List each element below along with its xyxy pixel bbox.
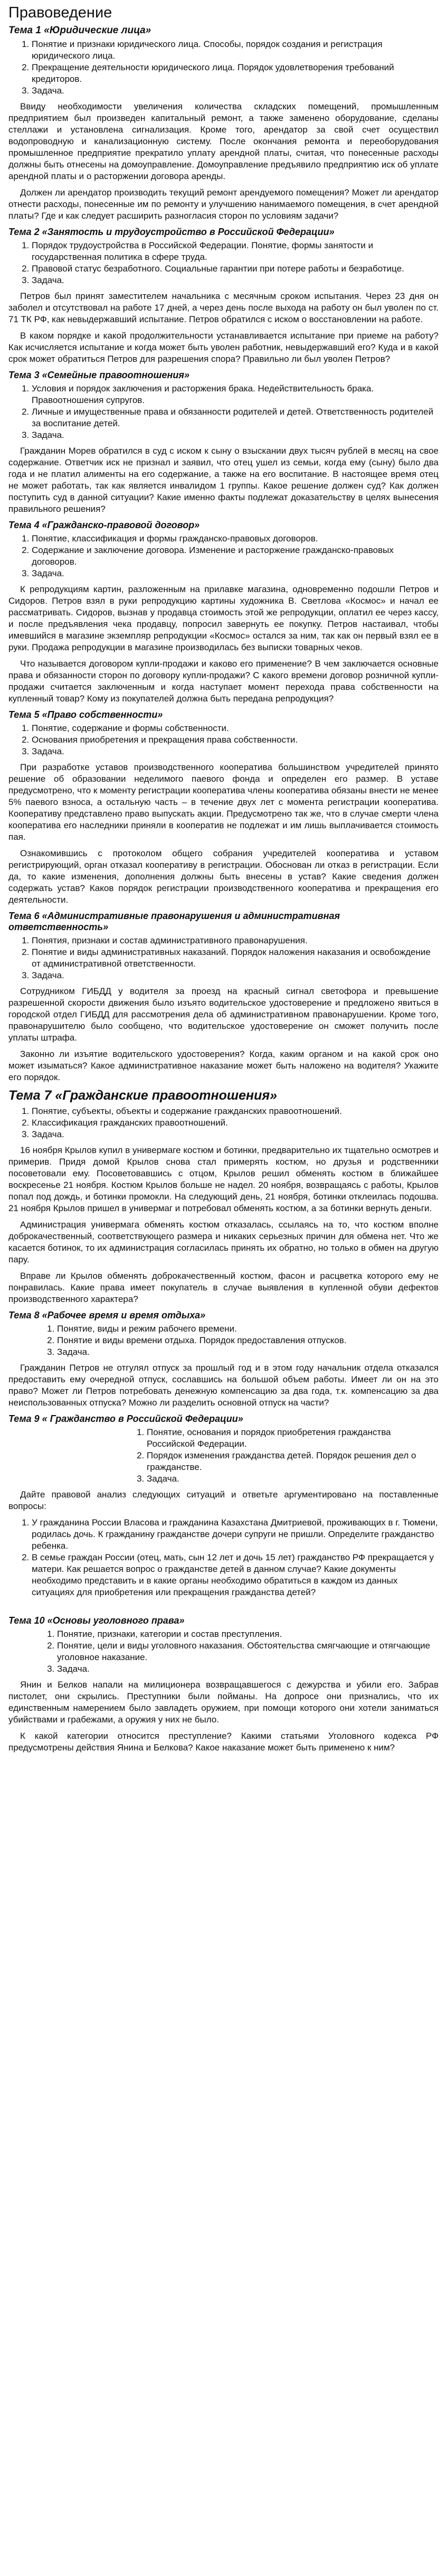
list-item: 3. Задача. <box>32 568 439 579</box>
topic-questions <box>8 39 439 97</box>
task-question: Что называется договором купли-продажи и каково его применение? В чем заключается основные права и обязанности сторон по договору купли-продажи? С какого времени договор розничной купли-продажи считается заключенным и когда наступает момент перехода права собственности на купленный товар? Кому из покупателей должна быть передана репродукция? <box>8 659 439 704</box>
task-paragraph: Дайте правовой анализ следующих ситуаций и ответьте аргументировано на поставленные вопросы: <box>8 1490 439 1511</box>
list-item: 1. У гражданина России Власова и гражданина Казахстана Дмитриевой, проживающих в г. Тюмени, родилась дочь. К гражданину гражданстве дочери супруги не пришли. Определите гражданство ребенка. <box>32 1517 439 1552</box>
list-item: 3. Задача. <box>57 1663 439 1675</box>
task-paragraph: При разработке уставов производственного кооператива большинством учредителей принято решение об образовании неделимого паевого фонда и определен его размер. В уставе предусмотрено, что к моменту регистрации кооператива члены кооператива обязаны внести не менее 5% паевого взноса, а остальную часть – в течение двух лет с момента регистрации кооператива. Кооперативу представлено право выпускать акции. Предусмотрено так же, что в случае смерти члена кооператива его наследники приняли в кооператив не подлежат и им лишь выплачивается стоимость пая. <box>8 762 439 842</box>
list-item: 2. Понятие, цели и виды уголовного наказания. Обстоятельства смягчающие и отягчающие уголовное наказание. <box>57 1640 439 1663</box>
topic-title: Тема 9 « Гражданство в Российской Федерации» <box>8 1413 243 1424</box>
list-item: 2. Понятие и виды времени отдыха. Порядок предоставления отпусков. <box>57 1335 439 1346</box>
list-item: 1. Понятие и признаки юридического лица. Способы, порядок создания и регистрация юридического лица. <box>32 39 439 62</box>
task-paragraph: Администрация универмага обменять костюм отказалась, ссылаясь на то, что костюм вполне доброкачественный, соответствующего размера и никаких серьезных причин для обмена нет. Что же касается ботинок, то их администрация согласилась принять их обратно, но только в обмен на другую пару. <box>8 1220 439 1264</box>
task-question: Законно ли изъятие водительского удостоверения? Когда, каким органом и на какой срок оно может изыматься? Какое административное наказание может быть наложено на водителя? Укажите его порядок. <box>8 1049 439 1082</box>
topic-questions <box>8 1628 439 1675</box>
topic-5 <box>8 709 439 906</box>
topic-questions <box>8 1323 439 1358</box>
topic-questions <box>8 240 439 286</box>
list-item: 1. Понятие, основания и порядок приобретения гражданства Российской Федерации. <box>147 1427 439 1450</box>
topic-4 <box>8 520 439 705</box>
page-title: Правоведение <box>8 4 112 21</box>
topic-questions <box>8 1106 439 1140</box>
topic-questions <box>8 1427 439 1485</box>
list-item: 1. Понятие, содержание и формы собственности. <box>32 723 439 734</box>
topic-9 <box>8 1413 439 1598</box>
task-paragraph: Ввиду необходимости увеличения количества складских помещений, промышленным предприятием был произведен капитальный ремонт, а также заменено оборудование, сделаны стеллажи и установлена сигнализация. Кроме того, арендатор за свой счет осуществил водопроводную и канализационную систему. После окончания ремонта и переоборудования промышленное предприятие прекратило уплату арендной платы, считая, что понесенные расходы должны быть отнесены на домоуправление. Домоуправление предъявило предприятию иск об уплате арендной платы и о расторжении договора аренды. <box>8 101 439 181</box>
topic-title: Тема 6 «Административные правонарушения и административная ответственность» <box>8 911 340 932</box>
topic-title: Тема 7 «Гражданские правоотношения» <box>8 1088 277 1103</box>
list-item: 3. Задача. <box>32 429 439 441</box>
task-question: В каком порядке и какой продолжительности устанавливается испытание при приеме на работу? Как исчисляется испытание и когда может быть уволен работник, невыдержавший его? Куда и в какой срок может обратиться Петров для разрешения спора? Правильно ли был уволен Петров? <box>8 331 439 364</box>
list-item: 1. Понятие, субъекты, объекты и содержание гражданских правоотношений. <box>32 1106 439 1117</box>
task-question: Должен ли арендатор производить текущий ремонт арендуемого помещения? Может ли арендатор отнести расходы, понесенные им по ремонту и улучшению нанимаемого помещения, в счет арендной платы? Где и как следует расширить разногласия сторон по условиям задачи? <box>8 188 439 221</box>
list-item: 3. Задача. <box>32 275 439 286</box>
topic-6 <box>8 911 439 1083</box>
task-paragraph: Янин и Белков напали на милиционера возвращавшегося с дежурства и убили его. Забрав пистолет, они скрылись. Преступники были пойманы. На допросе они признались, что их единственным намерением было завладеть оружием, при помощи которого они хотели заниматься убийствами и грабежами, а оружия у них не было. <box>8 1680 439 1725</box>
spacer <box>8 1603 439 1612</box>
task-paragraph: Сотрудником ГИБДД у водителя за проезд на красный сигнал светофора и превышение разрешенной скорости движения было изъято водительское удостоверение и предложено явиться в городской отдел ГИБДД для рассмотрения дела об административном правонарушении. Кроме того, правонарушителю было сообщено, что водительское удостоверение он сможет получить после уплаты штрафа. <box>8 986 439 1043</box>
task-paragraph: 16 ноября Крылов купил в универмаге костюм и ботинки, предварительно их тщательно осмотрев и примерив. Придя домой Крылов снова стал примерять костюм, но друзья и родственники посоветовали ему. Посоветовавшись с отцом, Крылов решил обменять костюм в ближайшее воскресенье 21 ноября. Костюм Крылов больше не надел. 20 ноября, возвращаясь с работы, Крылов попал под дождь, и ботинки промокли. На следующий день, 21 ноября, ботинки отклеилась подошва. 21 ноября Крылов пришел в универмаг и потребовал обменять костюм, а за ботинки вернуть деньги. <box>8 1145 439 1213</box>
topic-questions <box>8 723 439 757</box>
task-paragraph: Гражданин Петров не отгулял отпуск за прошлый год и в этом году начальник отдела отказался предоставить ему очередной отпуск, сославшись на большой объем работы. Имеет ли он на это право? Может ли Петров потребовать денежную компенсацию за два года, т.к. компенсацию за два неиспользованных отпуска? Можно ли разделить основной отпуск на части? <box>8 1363 439 1408</box>
list-item: 1. Порядок трудоустройства в Российской Федерации. Понятие, формы занятости и государственная политика в сфере труда. <box>32 240 439 263</box>
list-item: 2. Основания приобретения и прекращения права собственности. <box>32 734 439 746</box>
list-item: 3. Задача. <box>147 1473 439 1485</box>
list-item: 3. Задача. <box>32 85 439 97</box>
list-item: 1. Условия и порядок заключения и расторжения брака. Недействительность брака. Правоотношения супругов. <box>32 383 439 406</box>
task-question: Вправе ли Крылов обменять доброкачественный костюм, фасон и расцветка которого ему не понравилась. Какие права имеет покупатель в случае выявления в купленной обуви дефектов производственного характера? <box>8 1271 439 1304</box>
topic-10 <box>8 1615 439 1754</box>
list-item: 3. Задача. <box>32 1129 439 1140</box>
list-item: 3. Задача. <box>57 1346 439 1358</box>
list-item: 2. Личные и имущественные права и обязанности родителей и детей. Ответственность родителей за воспитание детей. <box>32 406 439 429</box>
topic-title: Тема 3 «Семейные правоотношения» <box>8 370 190 380</box>
task-paragraph: Петров был принят заместителем начальника с месячным сроком испытания. Через 23 дня он заболел и отсутствовал на работе 17 дней, а через день после выхода на работу он был уволен по ст. 71 ТК РФ, как невыдержавший испытание. Петров обратился с иском о восстановлении на работе. <box>8 291 439 324</box>
task-question: Ознакомившись с протоколом общего собрания учредителей кооператива и уставом регистрирующий, орган отказал кооперативу в регистрации. Обоснован ли отказ в регистрации. Если да, то какие изменения, дополнения должны быть внесены в устав? Какие сведения должен содержать устав? Каков порядок регистрации производственного кооператива и прекращения его деятельности. <box>8 848 439 905</box>
list-item: 3. Задача. <box>32 746 439 757</box>
topic-7 <box>8 1088 439 1305</box>
topic-title: Тема 4 «Гражданско-правовой договор» <box>8 520 200 530</box>
list-item: 3. Задача. <box>32 970 439 981</box>
topic-title: Тема 1 «Юридические лица» <box>8 25 151 36</box>
list-item: 1. Понятие, классификация и формы гражданско-правовых договоров. <box>32 533 439 545</box>
list-item: 2. Порядок изменения гражданства детей. Порядок решения дел о гражданстве. <box>147 1450 439 1473</box>
list-item: 2. Прекращение деятельности юридического лица. Порядок удовлетворения требований кредиторов. <box>32 62 439 85</box>
topic-questions <box>8 533 439 579</box>
topic-1 <box>8 25 439 222</box>
task-situations <box>8 1517 439 1598</box>
list-item: 2. Содержание и заключение договора. Изменение и расторжение гражданско-правовых договоров. <box>32 545 439 568</box>
topic-2 <box>8 227 439 365</box>
list-item: 1. Понятие, признаки, категории и состав преступления. <box>57 1628 439 1640</box>
list-item: 1. Понятия, признаки и состав административного правонарушения. <box>32 935 439 947</box>
topic-8 <box>8 1310 439 1409</box>
topic-title: Тема 10 «Основы уголовного права» <box>8 1615 185 1626</box>
list-item: 2. В семье граждан России (отец, мать, сын 12 лет и дочь 15 лет) гражданство РФ прекращается у матери. Как решается вопрос о гражданстве детей в данном случае? Какие документы необходимо представить и в какие органы необходимо обратиться в каждом из данных ситуациях для приобретения или прекращения гражданства детей? <box>32 1552 439 1598</box>
task-paragraph: К репродукциям картин, разложенным на прилавке магазина, одновременно подошли Петров и Сидоров. Петров взял в руки репродукцию картины художника В. Светлова «Космос» и начал ее рассматривать. Сидоров, вызнав у продавца стоимость этой же репродукции, оплатил ее через кассу, и после предъявления чека продавцу, попросил завернуть ее покупку. Петров настаивал, чтобы имевшийся в магазине экземпляр репродукции «Космос» остался за ним, так как он первый взял ее в руки. Продажа репродукции в магазине производилась без выписки товарных чеков. <box>8 584 439 652</box>
list-item: 2. Классификация гражданских правоотношений. <box>32 1117 439 1129</box>
task-paragraph: Гражданин Морев обратился в суд с иском к сыну о взыскании двух тысяч рублей в месяц на свое содержание. Ответчик иск не признал и заявил, что отец ушел из семьи, когда ему (сыну) было два года и не платил алименты на его содержание, а также на его воспитание. В настоящее время отец не может работать, так как является инвалидом 1 группы. Какое решение должен суд? Как должен поступить суд в данной ситуации? Какие именно факты подлежат доказательству в целях вынесения правильного решения? <box>8 446 439 514</box>
topic-title: Тема 5 «Право собственности» <box>8 709 163 720</box>
list-item: 2. Правовой статус безработного. Социальные гарантии при потере работы и безработице. <box>32 263 439 275</box>
task-question: К какой категории относится преступление? Какими статьями Уголовного кодекса РФ предусмотрены действия Янина и Белкова? Какое наказание может быть применено к ним? <box>8 1731 439 1753</box>
list-item: 2. Понятие и виды административных наказаний. Порядок наложения наказания и освобождение от административной ответственности. <box>32 947 439 970</box>
topic-questions <box>8 383 439 441</box>
topic-questions <box>8 935 439 981</box>
topic-3 <box>8 370 439 515</box>
topic-title: Тема 8 «Рабочее время и время отдыха» <box>8 1310 206 1320</box>
topic-title: Тема 2 «Занятость и трудоустройство в Российской Федерации» <box>8 227 335 237</box>
list-item: 1. Понятие, виды и режим рабочего времени. <box>57 1323 439 1335</box>
